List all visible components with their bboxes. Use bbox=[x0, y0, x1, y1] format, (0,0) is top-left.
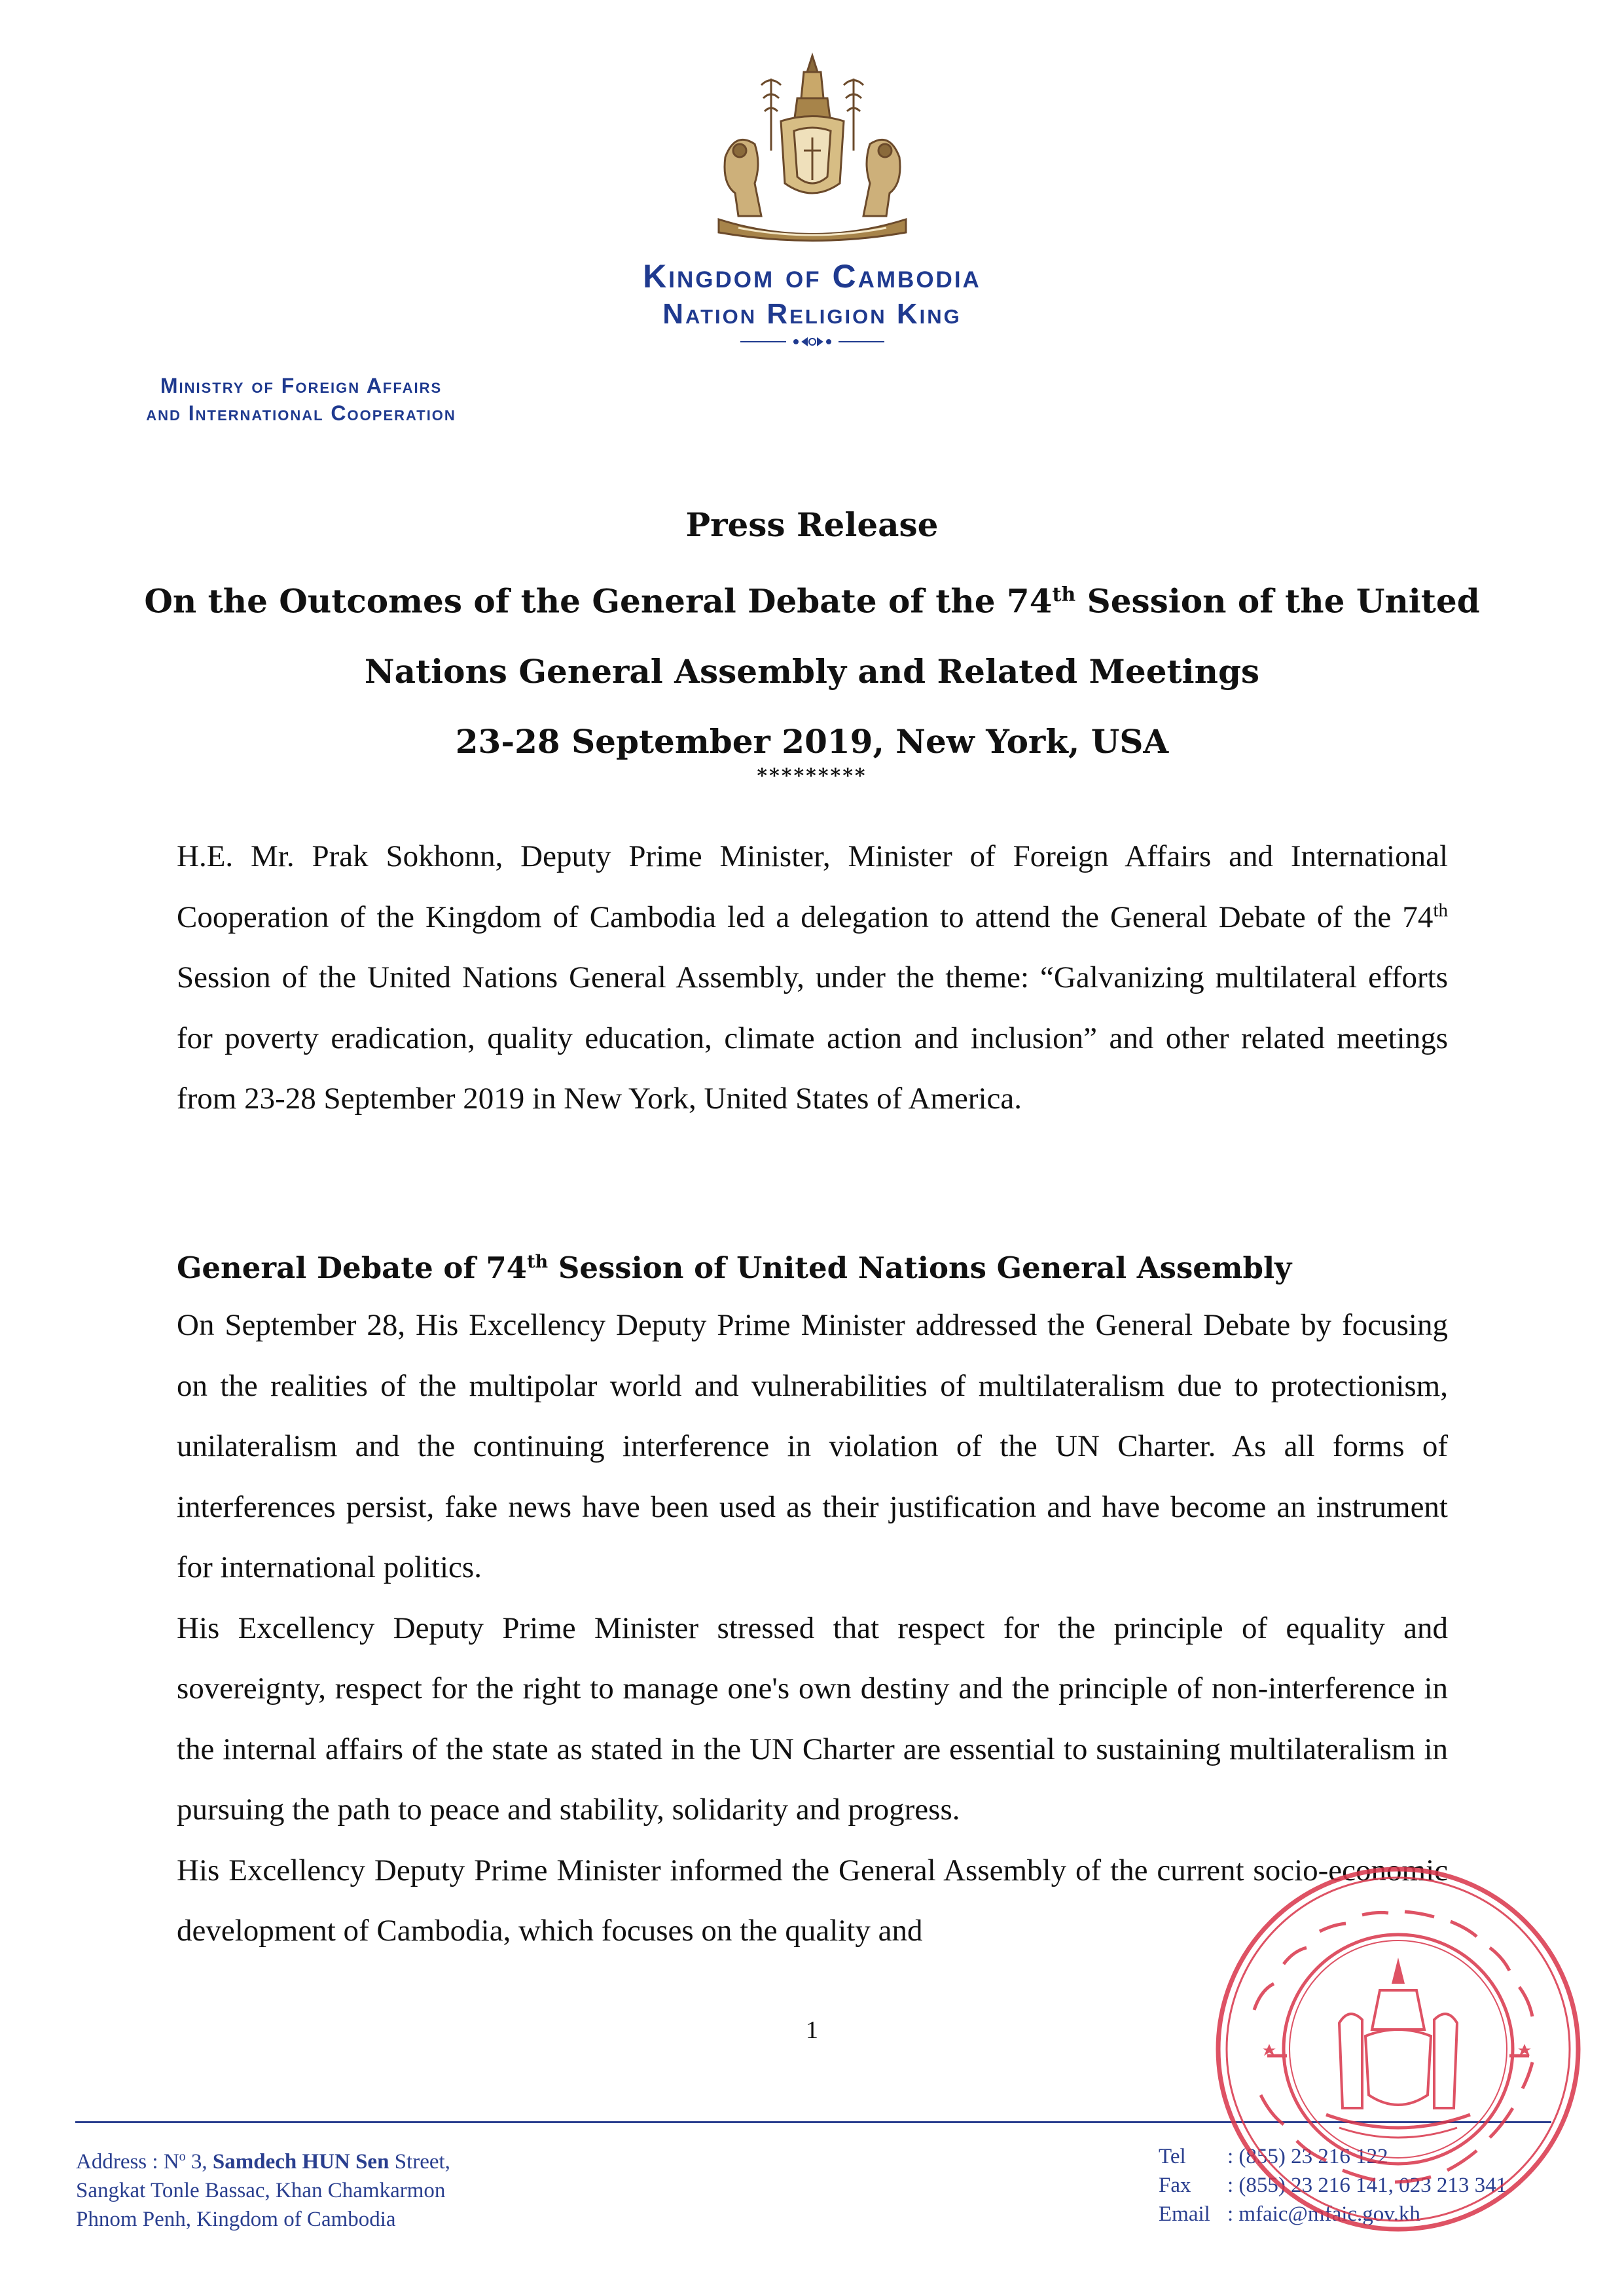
ministry-name bbox=[65, 372, 537, 427]
intro-text-rest: Session of the United Nations General Assembly, under the theme: “Galvanizing multilateral efforts for poverty eradication, quality education, climate action and inclusion” and other related meetings from 23-28 September 2019 in New York, United States of America. bbox=[177, 960, 1448, 1116]
royal-arms-emblem-icon bbox=[699, 52, 926, 249]
email-value: : mfaic@mfaic.gov.kh bbox=[1227, 2202, 1420, 2226]
title-line-2-rest: Session of the United bbox=[1075, 581, 1480, 621]
national-motto: Nation Religion King bbox=[662, 298, 962, 330]
country-heading bbox=[0, 257, 1624, 347]
ministry-line-2: and International Cooperation bbox=[146, 401, 456, 425]
tel-value: : (855) 23 216 122 bbox=[1227, 2145, 1388, 2168]
footer-address bbox=[76, 2142, 450, 2234]
document-title bbox=[131, 490, 1493, 776]
intro-text: H.E. Mr. Prak Sokhonn, Deputy Prime Minister, Minister of Foreign Affairs and International Cooperation of the Kingdom of Cambodia led a delegation to attend the General Debate of the 74 bbox=[177, 839, 1448, 934]
fax-value: : (855) 23 216 141, 023 213 341 bbox=[1227, 2174, 1507, 2197]
intro-paragraph bbox=[177, 826, 1448, 1129]
address-number: 3, bbox=[185, 2150, 213, 2174]
paragraph-development: His Excellency Deputy Prime Minister informed the General Assembly of the current socio-economic development of Cambodia, which focuses on the quality and bbox=[177, 1853, 1448, 1948]
address-line-2: Sangkat Tonle Bassac, Khan Chamkarmon bbox=[76, 2179, 446, 2202]
title-line-3: Nations General Assembly and Related Meetings bbox=[364, 651, 1260, 691]
paragraph-principles: His Excellency Deputy Prime Minister stressed that respect for the principle of equality and sovereignty, respect for the right to manage one's own destiny and the principle of non-interference in the internal affairs of the state as stated in the UN Charter are essential to sustaining multilateralism in pursuing the path to peace and stability, solidarity and progress. bbox=[177, 1611, 1448, 1827]
ministry-red-seal-icon bbox=[1208, 1859, 1588, 2239]
fax-label: Fax bbox=[1159, 2174, 1191, 2197]
address-prefix: Address : N bbox=[76, 2150, 179, 2174]
section-heading-superscript: th bbox=[527, 1252, 549, 1272]
section-heading bbox=[177, 1236, 1291, 1294]
section-heading-text: General Debate of 74 bbox=[177, 1250, 528, 1285]
address-line-3: Phnom Penh, Kingdom of Cambodia bbox=[76, 2208, 396, 2231]
title-line-2 bbox=[131, 560, 1493, 636]
ministry-line-1: Ministry of Foreign Affairs bbox=[160, 374, 442, 397]
email-label: Email bbox=[1159, 2202, 1210, 2226]
title-superscript: th bbox=[1052, 583, 1076, 606]
title-press-release: Press Release bbox=[685, 505, 939, 544]
title-date-location: 23-28 September 2019, New York, USA bbox=[455, 721, 1169, 761]
decorative-divider-icon bbox=[740, 337, 884, 347]
tel-label: Tel bbox=[1159, 2145, 1186, 2168]
address-superscript: o bbox=[179, 2149, 186, 2164]
address-street-name: Samdech HUN Sen bbox=[212, 2150, 389, 2174]
address-line-1 bbox=[76, 2142, 450, 2176]
section-heading-rest: Session of United Nations General Assembly bbox=[548, 1250, 1292, 1285]
paragraph-general-debate: On September 28, His Excellency Deputy Prime Minister addressed the General Debate by focusing on the realities of the multipolar world and vulnerabilities of multilateralism due to protectionism, unilateralism and the continuing interference in violation of the UN Charter. As all forms of interferences persist, fake news have been used as their justification and have become an instrument for international politics. bbox=[177, 1308, 1448, 1584]
country-name: Kingdom of Cambodia bbox=[643, 258, 981, 295]
asterisk-divider: ********* bbox=[757, 765, 867, 788]
title-line-2-text: On the Outcomes of the General Debate of the 74 bbox=[144, 581, 1053, 621]
address-street-suffix: Street, bbox=[389, 2150, 450, 2174]
page-number: 1 bbox=[806, 2016, 818, 2044]
intro-superscript: th bbox=[1433, 899, 1448, 920]
